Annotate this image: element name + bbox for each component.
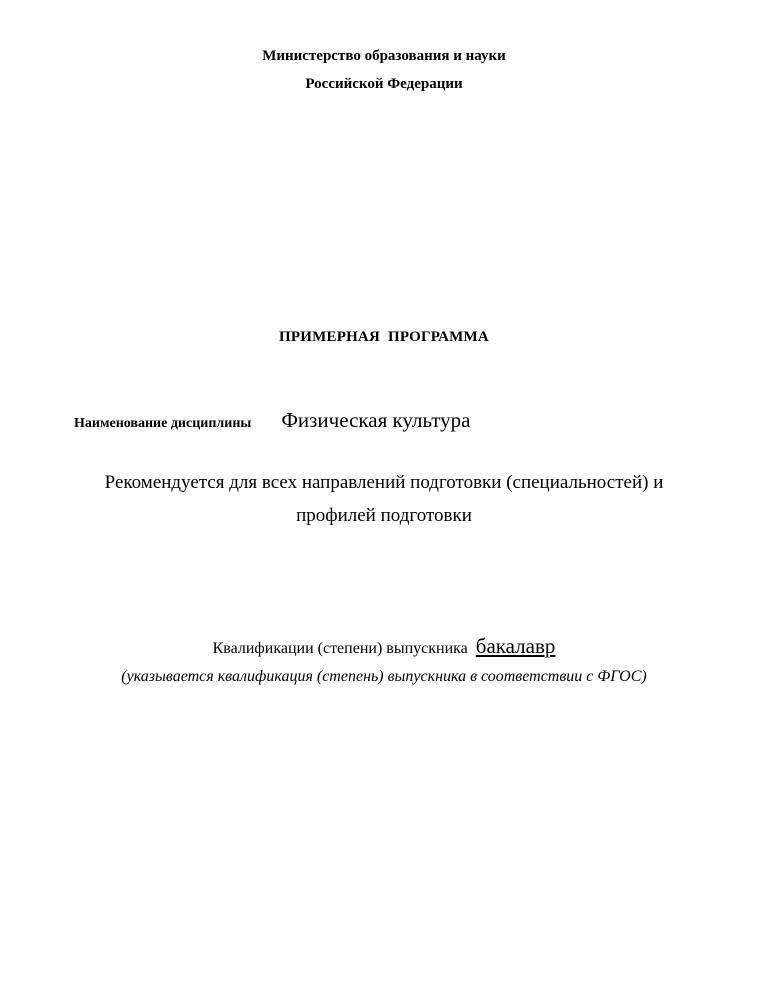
discipline-value: Физическая культура (281, 408, 471, 432)
program-title: ПРИМЕРНАЯ ПРОГРАММА (279, 329, 489, 345)
discipline-label: Наименование дисциплины (74, 416, 252, 431)
qualification-note: (указывается квалификация (степень) выпускника в соответствии с ФГОС) (121, 668, 647, 685)
discipline-row (74, 408, 470, 433)
qualification-row (0, 634, 768, 659)
recommendation-line-2: профилей подготовки (296, 505, 472, 526)
ministry-name-line-1: Министерство образования и науки (262, 48, 506, 64)
qualification-value: бакалавр (475, 634, 556, 658)
recommendation-line-1: Рекомендуется для всех направлений подготовки (специальностей) и (104, 472, 664, 493)
qualification-label: Квалификации (степени) выпускника (212, 640, 468, 657)
ministry-name-line-2: Российской Федерации (305, 76, 463, 92)
